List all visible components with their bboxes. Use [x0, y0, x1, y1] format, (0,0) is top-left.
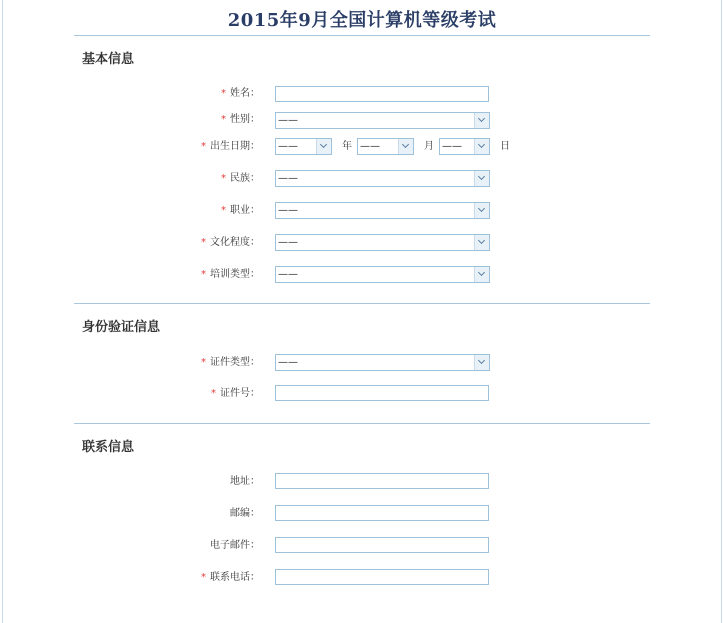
id-number-input[interactable]: [275, 385, 489, 401]
required-star: *: [201, 141, 206, 152]
training-type-select[interactable]: ——: [275, 266, 490, 283]
section-basic-info: 基本信息: [82, 52, 135, 67]
label-name: * 姓名：: [221, 88, 260, 99]
section-id-verification: 身份验证信息: [82, 320, 161, 335]
page-title: 2015年9月全国计算机等级考试: [227, 10, 497, 31]
chevron-down-icon: [474, 355, 489, 370]
occupation-select[interactable]: ——: [275, 202, 490, 219]
phone-input[interactable]: [275, 569, 489, 585]
chevron-down-icon: [474, 267, 489, 282]
birth-month-select[interactable]: ——: [357, 138, 414, 155]
label-id-number: * 证件号：: [211, 388, 260, 399]
id-type-select[interactable]: ——: [275, 354, 490, 371]
chevron-down-icon: [474, 235, 489, 250]
postcode-input[interactable]: [275, 505, 489, 521]
label-id-type: * 证件类型：: [201, 357, 260, 368]
year-unit: 年: [342, 141, 352, 152]
month-unit: 月: [424, 141, 434, 152]
label-training-type: * 培训类型：: [201, 269, 260, 280]
label-phone: * 联系电话：: [201, 572, 260, 583]
birth-day-select[interactable]: ——: [439, 138, 490, 155]
required-star: *: [221, 205, 226, 216]
label-education: * 文化程度：: [201, 237, 260, 248]
email-input[interactable]: [275, 537, 489, 553]
education-select[interactable]: ——: [275, 234, 490, 251]
title-divider: [74, 35, 650, 36]
section-contact-info: 联系信息: [82, 440, 135, 455]
address-input[interactable]: [275, 473, 489, 489]
chevron-down-icon: [474, 171, 489, 186]
chevron-down-icon: [398, 139, 413, 154]
gender-select[interactable]: ——: [275, 112, 490, 129]
required-star: *: [221, 114, 226, 125]
birth-year-select[interactable]: ——: [275, 138, 332, 155]
section-divider: [74, 423, 650, 424]
section-divider: [74, 303, 650, 304]
required-star: *: [201, 269, 206, 280]
chevron-down-icon: [316, 139, 331, 154]
required-star: *: [211, 388, 216, 399]
chevron-down-icon: [474, 139, 489, 154]
label-address: 地址：: [230, 476, 260, 487]
label-email: 电子邮件：: [210, 540, 260, 551]
day-unit: 日: [500, 141, 510, 152]
required-star: *: [221, 173, 226, 184]
label-ethnicity: * 民族：: [221, 173, 260, 184]
label-birth-date: * 出生日期：: [201, 141, 260, 152]
required-star: *: [201, 572, 206, 583]
label-postcode: 邮编：: [230, 508, 260, 519]
name-input[interactable]: [275, 86, 489, 102]
required-star: *: [201, 357, 206, 368]
chevron-down-icon: [474, 203, 489, 218]
ethnicity-select[interactable]: ——: [275, 170, 490, 187]
label-occupation: * 职业：: [221, 205, 260, 216]
label-gender: * 性别：: [221, 114, 260, 125]
chevron-down-icon: [474, 113, 489, 128]
required-star: *: [221, 88, 226, 99]
required-star: *: [201, 237, 206, 248]
